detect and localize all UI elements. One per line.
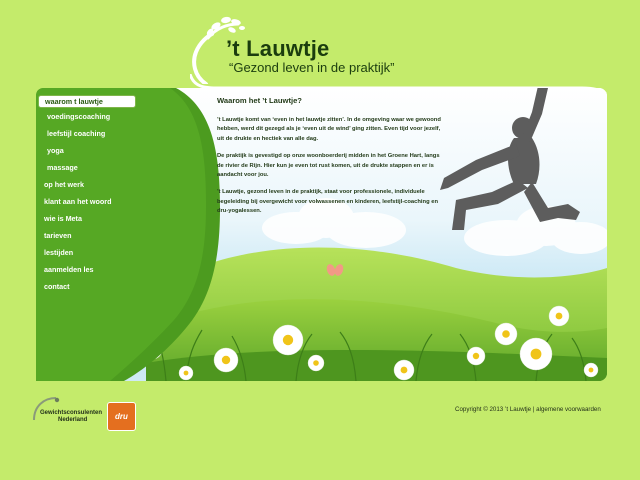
- nav-item-contact[interactable]: contact: [44, 282, 70, 291]
- copyright-text[interactable]: Copyright © 2013 ’t Lauwtje | algemene voorwaarden: [455, 406, 601, 413]
- site-title[interactable]: ’t Lauwtje: [226, 36, 330, 61]
- nav-item-lestijden[interactable]: lestijden: [44, 248, 74, 257]
- nav-item-yoga[interactable]: yoga: [47, 146, 64, 155]
- nav-item-aanmelden-les[interactable]: aanmelden les: [44, 265, 94, 274]
- content-heading: Waarom het ’t Lauwtje?: [217, 96, 302, 105]
- nav-item-klant-aan-het-woord[interactable]: klant aan het woord: [44, 197, 112, 206]
- gc-logo-text: Gewichtsconsulenten Nederland: [40, 410, 103, 423]
- dru-yoga-logo[interactable]: [107, 402, 136, 431]
- content-paragraph: De praktijk is gevestigd op onze woonboerderij midden in het Groene Hart, langs de rivier de Rijn. Hier kun je even tot rust komen, uit de drukte stappen en er is aandacht voor jou.: [217, 153, 440, 179]
- nav-item-massage[interactable]: massage: [47, 163, 78, 172]
- gewichtsconsulenten-logo[interactable]: [30, 394, 103, 430]
- nav-item-tarieven[interactable]: tarieven: [44, 231, 72, 240]
- nav-item-voedingscoaching[interactable]: voedingscoaching: [47, 112, 111, 121]
- main-content: [217, 96, 445, 225]
- sidebar: [36, 88, 221, 381]
- content-paragraph: ’t Lauwtje komt van ‘even in het lauwtje zitten’. In de omgeving waar we gewoond hebben, werd dit gezegd als je ‘even uit de wind’ ging zitten. Even tijd voor jezelf, uit de drukte en hectiek van alle dag.: [217, 117, 441, 142]
- nav-item-waarom-t-lauwtje[interactable]: waarom t lauwtje: [38, 95, 136, 108]
- content-paragraph: ’t Lauwtje, gezond leven in de praktijk, staat voor professionele, individuele begeleiding bij overgewicht voor volwassenen en kinderen, leefstijl-coaching en dru-yogalessen.: [217, 189, 438, 215]
- nav-item-wie-is-meta[interactable]: wie is Meta: [44, 214, 82, 223]
- nav-item-leefstijl-coaching[interactable]: leefstijl coaching: [47, 129, 106, 138]
- nav-item-op-het-werk[interactable]: op het werk: [44, 180, 84, 189]
- site-slogan: “Gezond leven in de praktijk”: [229, 60, 395, 75]
- dru-logo-text: dru: [115, 412, 128, 421]
